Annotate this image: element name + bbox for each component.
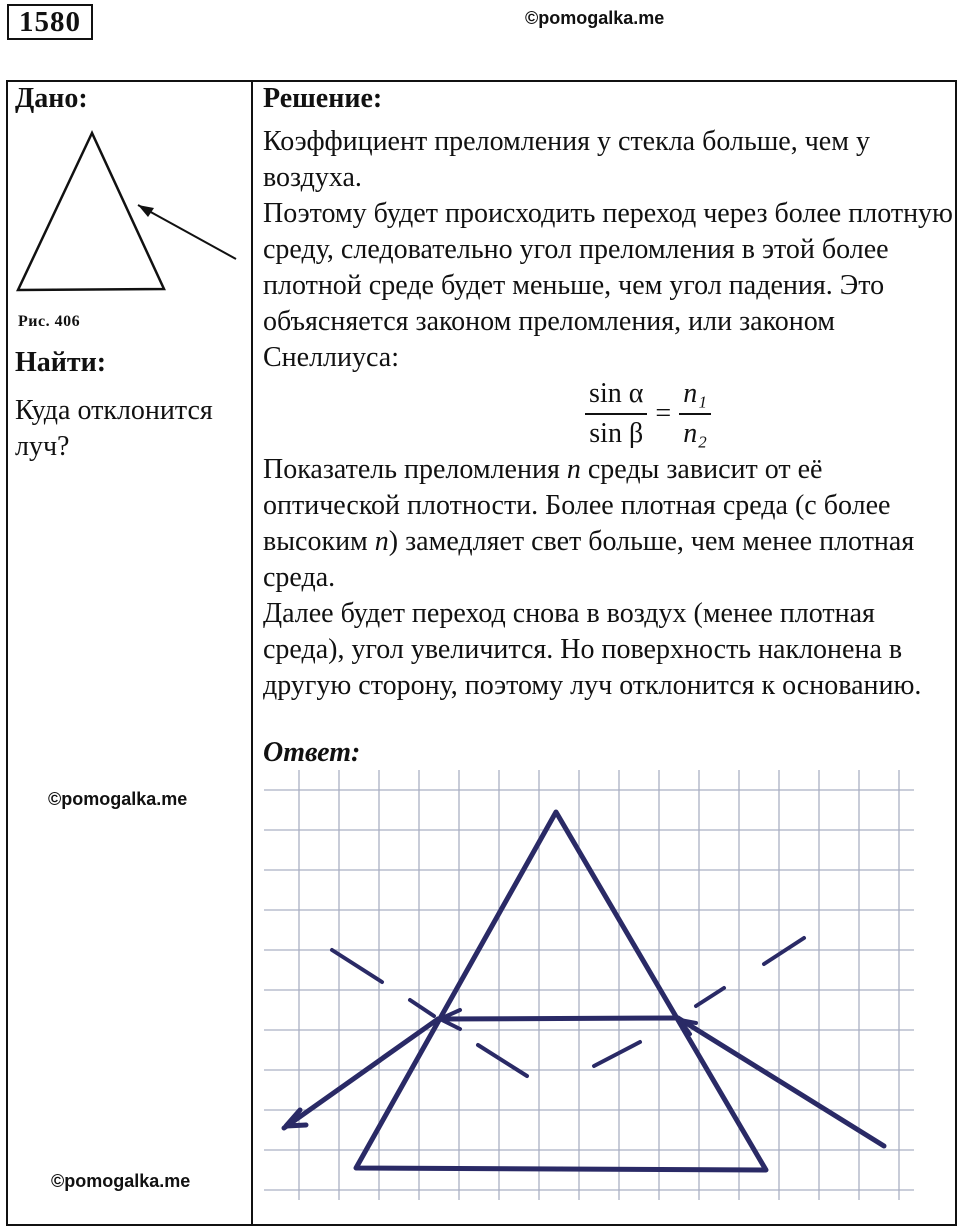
watermark-middle: ©pomogalka.me xyxy=(48,789,188,809)
normal-dash-right-2 xyxy=(696,988,724,1006)
p3-part-b: среды зависит от её оптической плотности. Более плотная среда (с более высоким xyxy=(263,454,891,557)
formula-n2: n₂ xyxy=(683,418,707,449)
incident-ray-answer xyxy=(678,1018,884,1146)
given-heading: Дано: xyxy=(15,83,88,114)
answer-drawing xyxy=(264,770,914,1200)
solution-paragraph-4: Далее будет переход снова в воздух (менее плотная среда), угол увеличится. Но поверхность наклонена в другую сторону, поэтому луч отклонится к основанию. xyxy=(263,598,922,701)
formula-sin-beta: sin β xyxy=(589,418,644,449)
formula-n1: n₁ xyxy=(679,377,711,415)
incident-ray xyxy=(138,205,236,259)
normal-dash-right-1 xyxy=(764,938,804,964)
prism-triangle xyxy=(18,133,164,290)
p3-part-a: Показатель преломления xyxy=(263,454,567,485)
find-question: Куда отклонится луч? xyxy=(15,395,213,462)
solution-paragraph-2: Поэтому будет происходить переход через более плотную среду, следовательно угол преломления в этой более плотной среде будет меньше, чем угол падения. Это объясняется законом преломления, или законом Снеллиуса: xyxy=(263,198,953,373)
solution-heading: Решение: xyxy=(263,83,383,114)
solution-paragraph-3 xyxy=(263,452,953,596)
emergent-ray xyxy=(284,1019,438,1128)
formula-rhs xyxy=(679,377,711,451)
normal-dash-left-3 xyxy=(478,1045,527,1076)
find-heading: Найти: xyxy=(15,347,107,378)
watermark-bottom: ©pomogalka.me xyxy=(51,1171,191,1191)
answer-prism xyxy=(356,812,766,1170)
grid-paper xyxy=(264,770,914,1200)
task-number: 1580 xyxy=(7,4,93,40)
p3-part-c: ) замедляет свет больше, чем менее плотная среда. xyxy=(263,526,915,593)
answer-heading: Ответ: xyxy=(263,737,361,768)
watermark-top: ©pomogalka.me xyxy=(525,8,665,28)
p3-n-symbol-2: n xyxy=(374,526,389,557)
formula-sin-alpha: sin α xyxy=(585,377,647,415)
ray-arrowhead xyxy=(138,205,154,217)
solution-paragraph-1: Коэффициент преломления у стекла больше, чем у воздуха. xyxy=(263,126,870,193)
p3-n-symbol: n xyxy=(566,454,581,485)
formula-lhs xyxy=(585,377,647,451)
snell-formula xyxy=(343,376,953,452)
column-divider xyxy=(251,80,253,1226)
prism-figure xyxy=(14,126,242,306)
normal-dash-left-2 xyxy=(410,1000,434,1016)
refracted-ray-inside xyxy=(438,1018,678,1019)
figure-caption: Рис. 406 xyxy=(18,313,81,330)
solution-body xyxy=(263,124,953,704)
formula-equals: = xyxy=(655,398,672,429)
normal-dash-right-3 xyxy=(594,1042,640,1066)
